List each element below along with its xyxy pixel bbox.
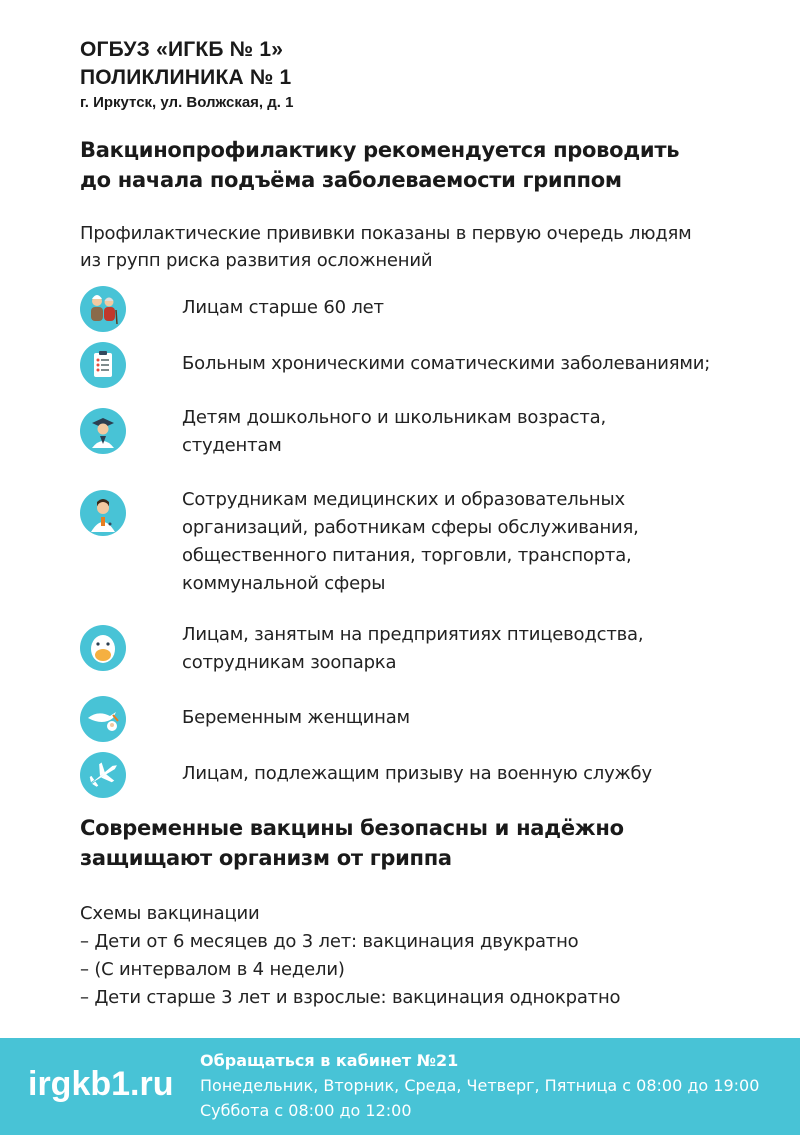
text-line: коммунальной сферы (182, 573, 386, 594)
stork-baby-icon (80, 696, 126, 742)
risk-group-text (182, 404, 782, 460)
risk-group-text (182, 621, 782, 677)
risk-group-text (182, 486, 782, 598)
text-line: общественного питания, торговли, транспорта, (182, 545, 632, 566)
risk-group-text (182, 704, 782, 732)
vaccination-schemes (80, 900, 620, 1012)
text-line: сотрудникам зоопарка (182, 652, 397, 673)
scheme-item: – Дети старше 3 лет и взрослые: вакцинация однократно (80, 987, 621, 1008)
section-title-timing (80, 135, 679, 195)
text-line: Сотрудникам медицинских и образовательных (182, 489, 625, 510)
intro-text (80, 220, 692, 274)
address: г. Иркутск, ул. Волжская, д. 1 (80, 94, 294, 111)
clinic-name: ПОЛИКЛИНИКА № 1 (80, 66, 292, 89)
clipboard-checklist-icon (80, 342, 126, 388)
schemes-heading: Схемы вакцинации (80, 903, 260, 924)
title-line: Современные вакцины безопасны и надёжно (80, 816, 624, 840)
scheme-item: – Дети от 6 месяцев до 3 лет: вакцинация двукратно (80, 931, 579, 952)
text-line: Лицам, занятым на предприятиях птицеводства, (182, 624, 644, 645)
intro-line: из групп риска развития осложнений (80, 250, 433, 271)
risk-group-text (182, 350, 782, 378)
risk-group-text (182, 760, 782, 788)
doctor-icon (80, 490, 126, 536)
text-line: студентам (182, 435, 282, 456)
duck-icon (80, 625, 126, 671)
jet-plane-icon (80, 752, 126, 798)
title-line: до начала подъёма заболеваемости гриппом (80, 168, 622, 192)
text-line: Беременным женщинам (182, 707, 410, 728)
cabinet-label: Обращаться в кабинет №21 (200, 1051, 459, 1070)
text-line: Лицам, подлежащим призыву на военную службу (182, 763, 652, 784)
contact-info (200, 1048, 759, 1123)
weekday-hours: Понедельник, Вторник, Среда, Четверг, Пятница с 08:00 до 19:00 (200, 1076, 760, 1095)
text-line: Больным хроническими соматическими заболеваниями; (182, 353, 711, 374)
risk-group-text (182, 294, 782, 322)
organization-header (80, 36, 293, 114)
text-line: Лицам старше 60 лет (182, 297, 384, 318)
scheme-item: – (С интервалом в 4 недели) (80, 959, 345, 980)
text-line: организаций, работникам сферы обслуживания, (182, 517, 639, 538)
elderly-couple-icon (80, 286, 126, 332)
title-line: Вакцинопрофилактику рекомендуется проводить (80, 138, 680, 162)
website-link[interactable]: irgkb1.ru (28, 1065, 174, 1103)
org-name: ОГБУЗ «ИГКБ № 1» (80, 38, 284, 61)
title-line: защищают организм от гриппа (80, 846, 452, 870)
graduate-student-icon (80, 408, 126, 454)
saturday-hours: Суббота с 08:00 до 12:00 (200, 1101, 412, 1120)
footer-banner (0, 1038, 800, 1135)
intro-line: Профилактические прививки показаны в первую очередь людям (80, 223, 692, 244)
text-line: Детям дошкольного и школьникам возраста, (182, 407, 606, 428)
section-title-vaccines (80, 813, 624, 873)
